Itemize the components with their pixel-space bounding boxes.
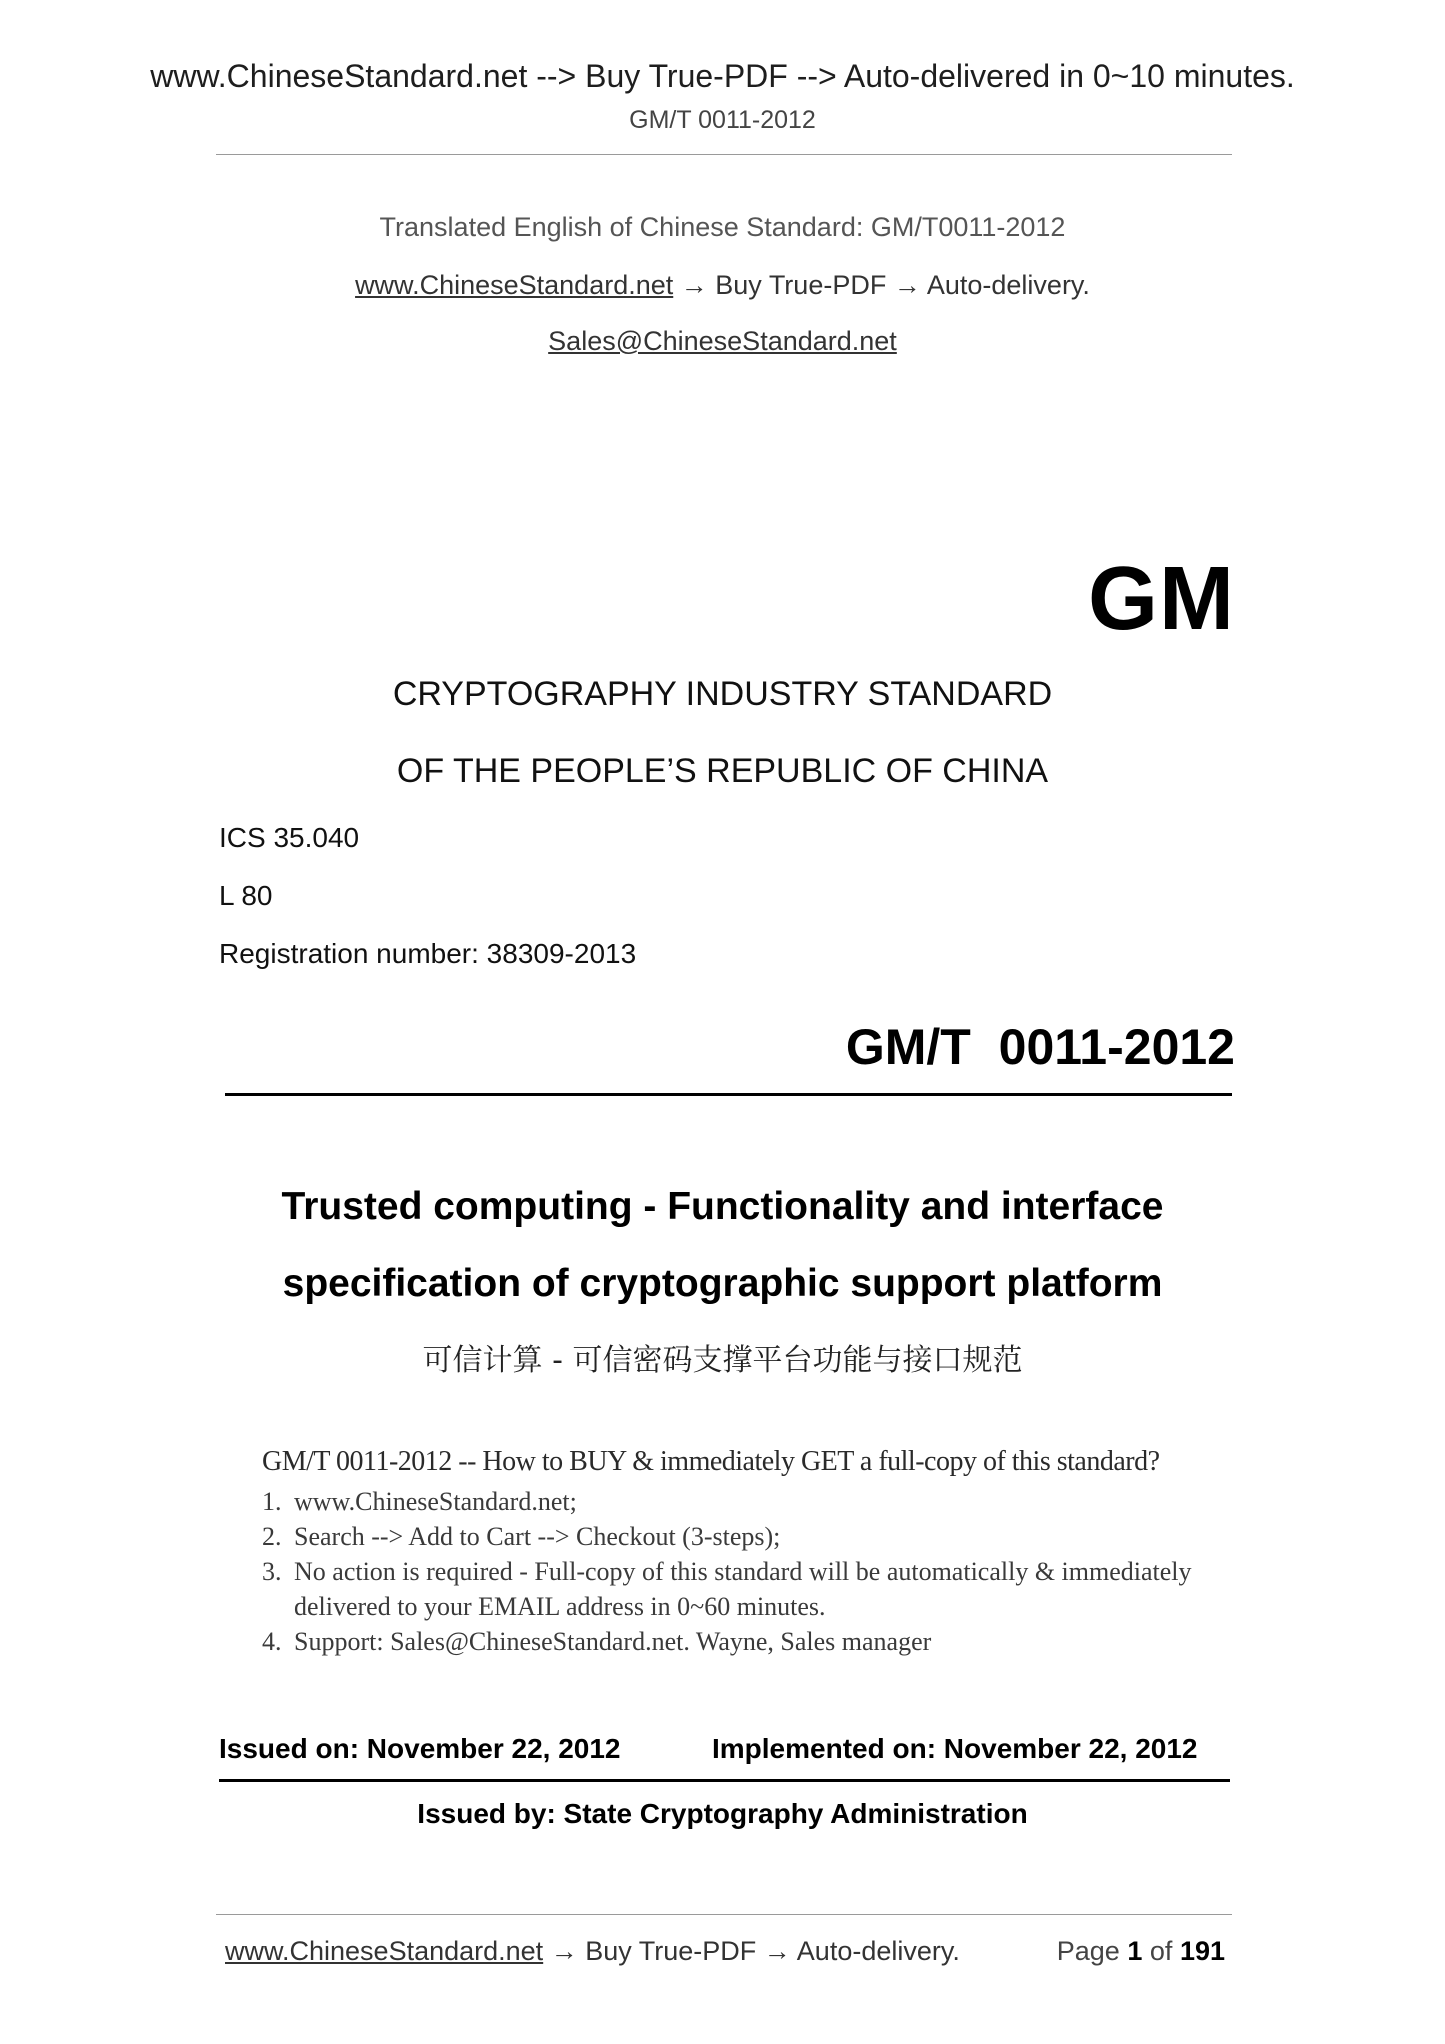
- step-text: Support: Sales@ChineseStandard.net. Wayne, Sales manager: [294, 1627, 932, 1656]
- purchase-step: [262, 1624, 1222, 1659]
- header-banner: www.ChineseStandard.net --> Buy True-PDF --> Auto-delivered in 0~10 minutes.: [150, 58, 1295, 94]
- standard-code-divider: [225, 1093, 1232, 1096]
- sales-email-row: [0, 326, 1445, 357]
- arrow-right-icon: →: [680, 270, 708, 300]
- site-link[interactable]: www.ChineseStandard.net: [355, 270, 674, 300]
- page-of: of: [1149, 1936, 1173, 1966]
- purchase-step: [262, 1554, 1222, 1624]
- issued-on-date: Issued on: November 22, 2012: [219, 1733, 621, 1764]
- standard-type-line2: OF THE PEOPLE’S REPUBLIC OF CHINA: [396, 752, 1049, 790]
- translation-links: [0, 270, 1445, 301]
- document-title-line2: specification of cryptographic support platform: [282, 1262, 1163, 1305]
- step-number: 1.: [262, 1487, 282, 1516]
- footer-delivery-text: Auto-delivery.: [796, 1936, 960, 1966]
- buy-true-pdf-text: Buy True-PDF: [715, 270, 887, 300]
- purchase-heading: GM/T 0011-2012 -- How to BUY & immediately GET a full-copy of this standard?: [262, 1446, 1160, 1477]
- page-current: 1: [1127, 1936, 1143, 1966]
- footer-buy-text: Buy True-PDF: [585, 1936, 757, 1966]
- step-number: 3.: [262, 1557, 282, 1586]
- footer-divider: [216, 1914, 1232, 1915]
- registration-number: Registration number: 38309-2013: [219, 938, 637, 969]
- arrow-right-icon: →: [550, 1936, 578, 1966]
- footer-links: [225, 1936, 960, 1967]
- header-divider: [216, 154, 1232, 155]
- step-text: No action is required - Full-copy of this standard will be automatically & immediately delivered to your EMAIL address in 0~60 minutes.: [294, 1557, 1192, 1621]
- standard-type-line1: CRYPTOGRAPHY INDUSTRY STANDARD: [392, 675, 1053, 713]
- standard-code: GM/T 0011-2012: [845, 1019, 1235, 1075]
- translation-title: Translated English of Chinese Standard: GM/T0011-2012: [379, 212, 1066, 242]
- step-number: 2.: [262, 1522, 282, 1551]
- footer-site-link[interactable]: www.ChineseStandard.net: [225, 1936, 544, 1966]
- purchase-instructions: [262, 1446, 1222, 1659]
- page-number: [1057, 1936, 1225, 1967]
- purchase-step: [262, 1519, 1222, 1554]
- auto-delivery-text: Auto-delivery.: [926, 270, 1090, 300]
- page-total: 191: [1179, 1936, 1225, 1966]
- header-standard-code: GM/T 0011-2012: [629, 106, 816, 134]
- purchase-step: [262, 1484, 1222, 1519]
- issue-divider: [219, 1779, 1230, 1782]
- classification-code: L 80: [219, 880, 273, 911]
- purchase-steps: [262, 1484, 1222, 1659]
- implemented-on-date: Implemented on: November 22, 2012: [712, 1733, 1198, 1764]
- arrow-right-icon: →: [763, 1936, 791, 1966]
- arrow-right-icon: →: [893, 270, 921, 300]
- gm-mark: GM: [1088, 549, 1235, 649]
- page-label: Page: [1056, 1936, 1120, 1966]
- step-number: 4.: [262, 1627, 282, 1656]
- document-title-chinese: 可信计算 - 可信密码支撑平台功能与接口规范: [422, 1343, 1023, 1378]
- step-text: www.ChineseStandard.net;: [294, 1487, 577, 1516]
- document-title-line1: Trusted computing - Functionality and interface: [281, 1185, 1164, 1228]
- issued-by: Issued by: State Cryptography Administration: [417, 1798, 1028, 1829]
- step-text: Search --> Add to Cart --> Checkout (3-steps);: [294, 1522, 781, 1551]
- ics-code: ICS 35.040: [219, 822, 360, 853]
- sales-email-link[interactable]: Sales@ChineseStandard.net: [548, 326, 897, 356]
